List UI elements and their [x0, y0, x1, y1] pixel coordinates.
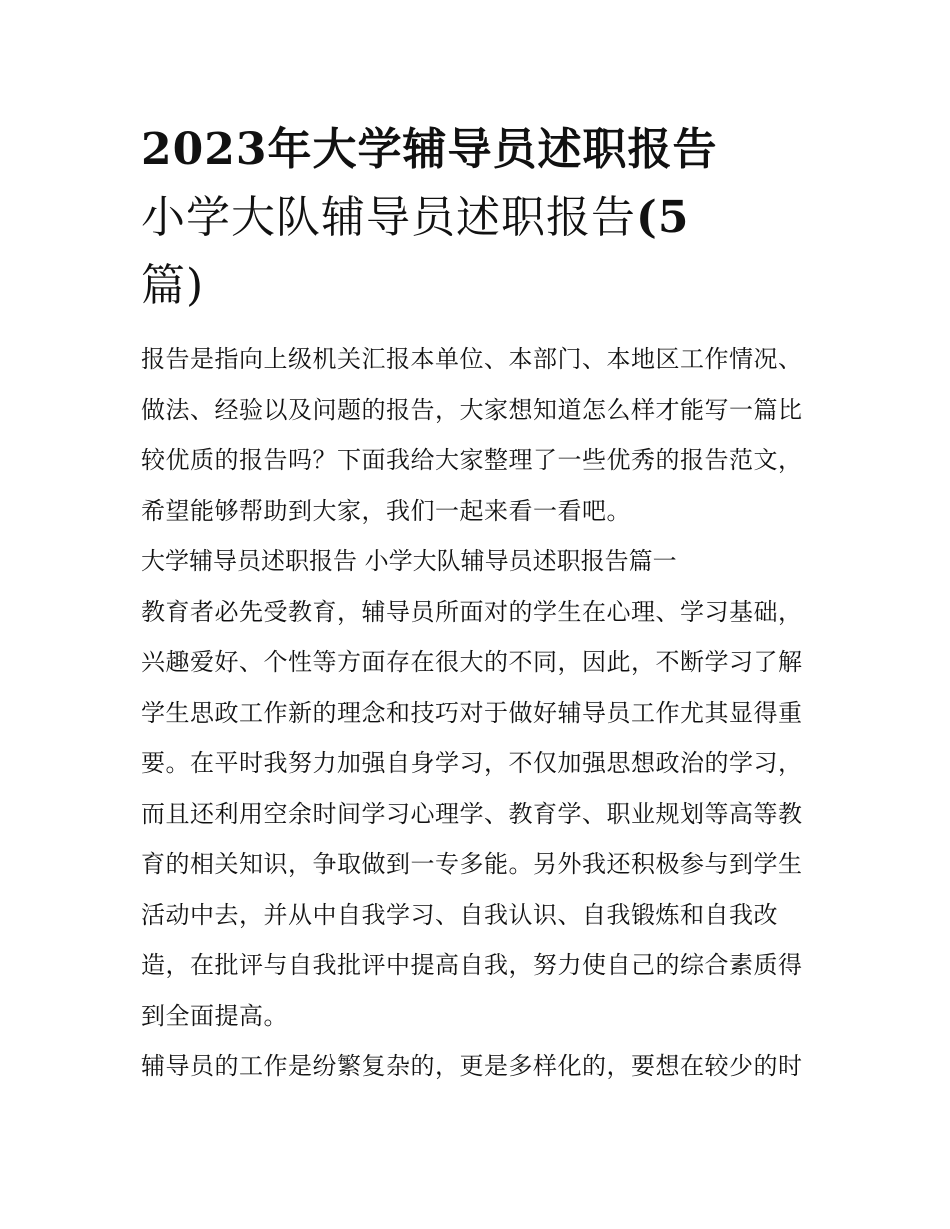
document-page	[141, 116, 821, 1092]
document-body	[141, 334, 821, 1092]
paragraph-1	[141, 587, 821, 1042]
intro-paragraph	[141, 334, 821, 536]
paragraph-line: 活动中去，并从中自我学习、自我认识、自我锻炼和自我改	[141, 900, 778, 929]
intro-line: 较优质的报告吗？下面我给大家整理了一些优秀的报告范文，	[141, 446, 803, 474]
title-line-2-text: 小学大队辅导员述职报告	[141, 192, 636, 243]
paragraph-line: 兴趣爱好、个性等方面存在很大的不同，因此，不断学习了解	[141, 648, 803, 676]
section-heading: 大学辅导员述职报告 小学大队辅导员述职报告篇一	[141, 547, 677, 575]
paragraph-line: 育的相关知识，争取做到一专多能。另外我还积极参与到学生	[141, 850, 803, 878]
paragraph-line: 要。在平时我努力加强自身学习，不仅加强思想政治的学习，	[141, 749, 803, 777]
paragraph-line: 到全面提高。	[141, 1001, 288, 1030]
intro-line: 希望能够帮助到大家，我们一起来看一看吧。	[141, 496, 631, 525]
document-title	[141, 116, 821, 320]
paragraph-line: 而且还利用空余时间学习心理学、教育学、职业规划等高等教	[141, 799, 803, 828]
title-line-3-text: 篇)	[141, 260, 205, 311]
paragraph-line: 造，在批评与自我批评中提高自我，努力使自己的综合素质得	[141, 951, 803, 979]
intro-line: 做法、经验以及问题的报告，大家想知道怎么样才能写一篇比	[141, 395, 803, 424]
title-line-1: 2023年大学辅导员述职报告	[141, 124, 718, 175]
title-line-3	[141, 252, 821, 320]
paragraph-line: 学生思政工作新的理念和技巧对于做好辅导员工作尤其显得重	[141, 698, 803, 727]
paragraph-line: 教育者必先受教育，辅导员所面对的学生在心理、学习基础，	[141, 597, 803, 626]
title-line-2	[141, 184, 821, 252]
title-line-2-suffix: (5	[636, 192, 690, 243]
paragraph-line: 辅导员的工作是纷繁复杂的，更是多样化的，要想在较少的时	[141, 1052, 803, 1080]
intro-line: 报告是指向上级机关汇报本单位、本部门、本地区工作情况、	[141, 345, 803, 373]
paragraph-2	[141, 1041, 821, 1092]
